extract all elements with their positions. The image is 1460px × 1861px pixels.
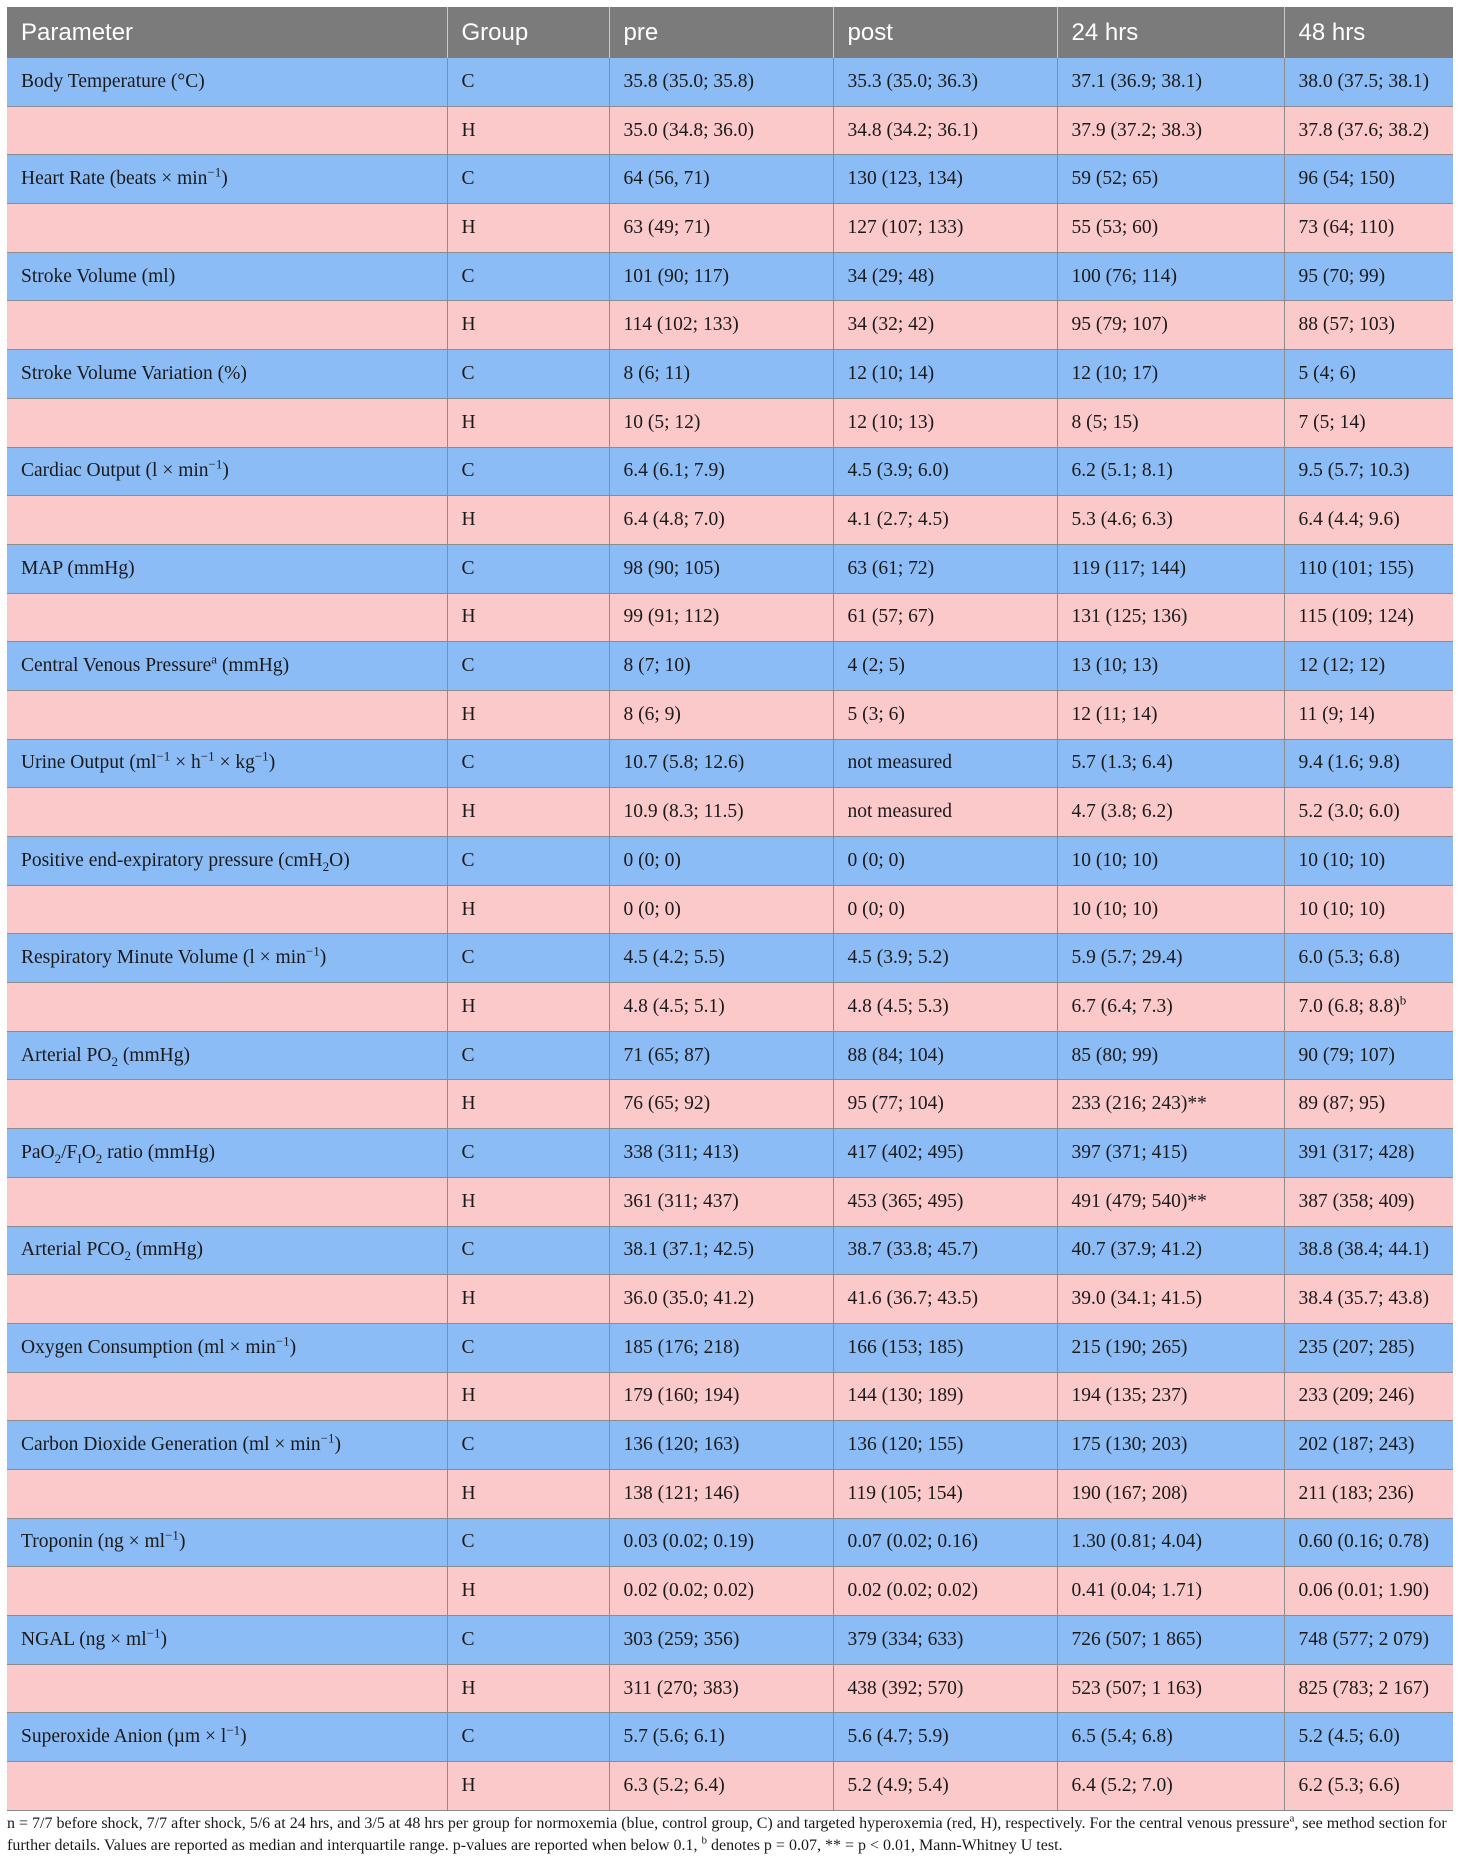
value-cell-24hrs: 5.9 (5.7; 29.4) [1057, 934, 1284, 983]
value-cell-post: 130 (123, 134) [833, 155, 1057, 204]
value-cell-24hrs: 491 (479; 540)** [1057, 1177, 1284, 1226]
value-cell-pre: 6.4 (4.8; 7.0) [609, 496, 833, 545]
parameter-cell [7, 1469, 447, 1518]
value-cell-24hrs: 85 (80; 99) [1057, 1031, 1284, 1080]
value-cell-pre: 185 (176; 218) [609, 1323, 833, 1372]
parameter-cell: Central Venous Pressure$^a$ (mmHg) [7, 642, 447, 691]
value-cell-24hrs: 131 (125; 136) [1057, 593, 1284, 642]
value-cell-pre: 8 (7; 10) [609, 642, 833, 691]
value-cell-post: 119 (105; 154) [833, 1469, 1057, 1518]
value-cell-24hrs: 100 (76; 114) [1057, 252, 1284, 301]
group-cell: H [447, 496, 609, 545]
value-cell-24hrs: 726 (507; 1 865) [1057, 1616, 1284, 1665]
group-cell: H [447, 106, 609, 155]
value-cell-post: 5.2 (4.9; 5.4) [833, 1762, 1057, 1811]
value-cell-24hrs: 190 (167; 208) [1057, 1469, 1284, 1518]
table-row [7, 1421, 1453, 1470]
value-cell-48hrs: 9.5 (5.7; 10.3) [1284, 447, 1453, 496]
table-row [7, 1518, 1453, 1567]
parameter-cell: Body Temperature (°C) [7, 58, 447, 106]
parameter-cell [7, 593, 447, 642]
table-row [7, 1177, 1453, 1226]
group-cell: H [447, 690, 609, 739]
group-cell: H [447, 885, 609, 934]
value-cell-24hrs: 12 (10; 17) [1057, 350, 1284, 399]
parameter-cell: Arterial $PCO_2$ (mmHg) [7, 1226, 447, 1275]
parameter-cell: Positive end-expiratory pressure (cmH$_2$O) [7, 837, 447, 886]
table-row [7, 1713, 1453, 1762]
value-cell-24hrs: 194 (135; 237) [1057, 1372, 1284, 1421]
table-row [7, 544, 1453, 593]
parameter-cell: Stroke Volume Variation (%) [7, 350, 447, 399]
table-row [7, 1080, 1453, 1129]
value-cell-48hrs: 6.2 (5.3; 6.6) [1284, 1762, 1453, 1811]
value-cell-pre: 0.03 (0.02; 0.19) [609, 1518, 833, 1567]
value-cell-post: 0 (0; 0) [833, 837, 1057, 886]
group-cell: C [447, 1616, 609, 1665]
parameter-cell: Urine Output $(ml^{-1} \times h^{-1} \times kg^{-1})$ [7, 739, 447, 788]
group-cell: H [447, 398, 609, 447]
parameter-cell [7, 788, 447, 837]
value-cell-24hrs: 119 (117; 144) [1057, 544, 1284, 593]
value-cell-24hrs: 6.4 (5.2; 7.0) [1057, 1762, 1284, 1811]
value-cell-pre: 63 (49; 71) [609, 204, 833, 253]
group-cell: C [447, 1518, 609, 1567]
group-cell: H [447, 204, 609, 253]
value-cell-48hrs: 391 (317; 428) [1284, 1129, 1453, 1178]
value-cell-pre: 311 (270; 383) [609, 1664, 833, 1713]
table-row [7, 1129, 1453, 1178]
value-cell-pre: 114 (102; 133) [609, 301, 833, 350]
value-cell-24hrs: 1.30 (0.81; 4.04) [1057, 1518, 1284, 1567]
parameter-cell [7, 1275, 447, 1324]
parameter-cell [7, 1762, 447, 1811]
table-row [7, 58, 1453, 106]
parameter-cell: NGAL $(ng \times ml^{-1})$ [7, 1616, 447, 1665]
value-cell-post: 4 (2; 5) [833, 642, 1057, 691]
table-row [7, 496, 1453, 545]
value-cell-48hrs: 235 (207; 285) [1284, 1323, 1453, 1372]
table-row [7, 642, 1453, 691]
value-cell-24hrs: 4.7 (3.8; 6.2) [1057, 788, 1284, 837]
results-table-container [7, 7, 1453, 1811]
group-cell: C [447, 837, 609, 886]
value-cell-48hrs: 38.0 (37.5; 38.1) [1284, 58, 1453, 106]
value-cell-48hrs: 5.2 (3.0; 6.0) [1284, 788, 1453, 837]
value-cell-pre: 6.3 (5.2; 6.4) [609, 1762, 833, 1811]
value-cell-pre: 8 (6; 9) [609, 690, 833, 739]
value-cell-24hrs: 175 (130; 203) [1057, 1421, 1284, 1470]
value-cell-pre: 64 (56, 71) [609, 155, 833, 204]
value-cell-post: 136 (120; 155) [833, 1421, 1057, 1470]
value-cell-post: 4.8 (4.5; 5.3) [833, 983, 1057, 1032]
value-cell-48hrs: 37.8 (37.6; 38.2) [1284, 106, 1453, 155]
table-row [7, 1031, 1453, 1080]
table-row [7, 1226, 1453, 1275]
value-cell-24hrs: 6.7 (6.4; 7.3) [1057, 983, 1284, 1032]
parameter-cell [7, 690, 447, 739]
table-row [7, 1616, 1453, 1665]
value-cell-24hrs: 0.41 (0.04; 1.71) [1057, 1567, 1284, 1616]
value-cell-pre: 0.02 (0.02; 0.02) [609, 1567, 833, 1616]
value-cell-24hrs: 13 (10; 13) [1057, 642, 1284, 691]
header-24hrs: 24 hrs [1057, 7, 1284, 58]
group-cell: H [447, 1664, 609, 1713]
value-cell-pre: 71 (65; 87) [609, 1031, 833, 1080]
group-cell: H [447, 1469, 609, 1518]
value-cell-24hrs: 5.7 (1.3; 6.4) [1057, 739, 1284, 788]
value-cell-post: 88 (84; 104) [833, 1031, 1057, 1080]
value-cell-48hrs: 38.8 (38.4; 44.1) [1284, 1226, 1453, 1275]
value-cell-pre: 303 (259; 356) [609, 1616, 833, 1665]
value-cell-48hrs: 12 (12; 12) [1284, 642, 1453, 691]
value-cell-24hrs: 233 (216; 243)** [1057, 1080, 1284, 1129]
value-cell-24hrs: 6.5 (5.4; 6.8) [1057, 1713, 1284, 1762]
value-cell-post: 453 (365; 495) [833, 1177, 1057, 1226]
value-cell-post: 127 (107; 133) [833, 204, 1057, 253]
results-table [7, 7, 1453, 1811]
group-cell: C [447, 1226, 609, 1275]
table-row [7, 837, 1453, 886]
value-cell-post: 5 (3; 6) [833, 690, 1057, 739]
table-footnote: n = 7/7 before shock, 7/7 after shock, 5/6 at 24 hrs, and 3/5 at 48 hrs per group for normoxemia (blue, control group, C) and targeted hyperoxemia (red, H), respectively. For the central venous pressure$^a$, see method section for further details. Values are reported as median and interquartile range. p-values are reported when below 0.1, $^b$ denotes p = 0.07, ** = p < 0.01, Mann-Whitney U test. [7, 1812, 1447, 1854]
value-cell-48hrs: 6.4 (4.4; 9.6) [1284, 496, 1453, 545]
group-cell: C [447, 544, 609, 593]
value-cell-pre: 35.0 (34.8; 36.0) [609, 106, 833, 155]
value-cell-pre: 38.1 (37.1; 42.5) [609, 1226, 833, 1275]
group-cell: C [447, 252, 609, 301]
group-cell: C [447, 1713, 609, 1762]
parameter-cell [7, 983, 447, 1032]
value-cell-pre: 8 (6; 11) [609, 350, 833, 399]
parameter-cell [7, 1080, 447, 1129]
table-row [7, 398, 1453, 447]
table-row [7, 1275, 1453, 1324]
value-cell-48hrs: 96 (54; 150) [1284, 155, 1453, 204]
header-parameter: Parameter [7, 7, 447, 58]
value-cell-post: 41.6 (36.7; 43.5) [833, 1275, 1057, 1324]
value-cell-48hrs: 748 (577; 2 079) [1284, 1616, 1453, 1665]
group-cell: C [447, 934, 609, 983]
group-cell: C [447, 739, 609, 788]
value-cell-48hrs: 10 (10; 10) [1284, 885, 1453, 934]
parameter-cell: Cardiac Output $(l \times \min^{-1})$ [7, 447, 447, 496]
value-cell-24hrs: 40.7 (37.9; 41.2) [1057, 1226, 1284, 1275]
value-cell-post: 35.3 (35.0; 36.3) [833, 58, 1057, 106]
parameter-cell [7, 1567, 447, 1616]
value-cell-pre: 98 (90; 105) [609, 544, 833, 593]
parameter-cell: Troponin $(ng \times ml^{-1})$ [7, 1518, 447, 1567]
value-cell-post: 0.02 (0.02; 0.02) [833, 1567, 1057, 1616]
table-row [7, 1567, 1453, 1616]
header-group: Group [447, 7, 609, 58]
value-cell-post: 34 (29; 48) [833, 252, 1057, 301]
parameter-cell: MAP (mmHg) [7, 544, 447, 593]
parameter-cell: Stroke Volume (ml) [7, 252, 447, 301]
value-cell-48hrs: 73 (64; 110) [1284, 204, 1453, 253]
parameter-cell [7, 1177, 447, 1226]
value-cell-48hrs: 211 (183; 236) [1284, 1469, 1453, 1518]
value-cell-48hrs: 387 (358; 409) [1284, 1177, 1453, 1226]
value-cell-24hrs: 6.2 (5.1; 8.1) [1057, 447, 1284, 496]
value-cell-24hrs: 95 (79; 107) [1057, 301, 1284, 350]
table-row [7, 788, 1453, 837]
parameter-cell [7, 1372, 447, 1421]
value-cell-post: 0 (0; 0) [833, 885, 1057, 934]
value-cell-24hrs: 39.0 (34.1; 41.5) [1057, 1275, 1284, 1324]
table-row [7, 983, 1453, 1032]
group-cell: H [447, 1567, 609, 1616]
value-cell-post: 144 (130; 189) [833, 1372, 1057, 1421]
group-cell: H [447, 1177, 609, 1226]
value-cell-48hrs: 95 (70; 99) [1284, 252, 1453, 301]
value-cell-48hrs: 6.0 (5.3; 6.8) [1284, 934, 1453, 983]
parameter-cell: Respiratory Minute Volume $(l \times \min^{-1})$ [7, 934, 447, 983]
value-cell-pre: 35.8 (35.0; 35.8) [609, 58, 833, 106]
value-cell-24hrs: 37.1 (36.9; 38.1) [1057, 58, 1284, 106]
value-cell-48hrs: 202 (187; 243) [1284, 1421, 1453, 1470]
parameter-cell: Arterial $PO_2$ (mmHg) [7, 1031, 447, 1080]
parameter-cell [7, 1664, 447, 1713]
value-cell-pre: 10.7 (5.8; 12.6) [609, 739, 833, 788]
table-row [7, 739, 1453, 788]
group-cell: C [447, 1031, 609, 1080]
group-cell: C [447, 58, 609, 106]
value-cell-48hrs: 115 (109; 124) [1284, 593, 1453, 642]
value-cell-pre: 10 (5; 12) [609, 398, 833, 447]
value-cell-24hrs: 55 (53; 60) [1057, 204, 1284, 253]
value-cell-pre: 10.9 (8.3; 11.5) [609, 788, 833, 837]
table-row [7, 1323, 1453, 1372]
parameter-cell [7, 496, 447, 545]
value-cell-post: 438 (392; 570) [833, 1664, 1057, 1713]
value-cell-pre: 99 (91; 112) [609, 593, 833, 642]
value-cell-24hrs: 215 (190; 265) [1057, 1323, 1284, 1372]
value-cell-48hrs: 88 (57; 103) [1284, 301, 1453, 350]
table-row [7, 1762, 1453, 1811]
group-cell: C [447, 1323, 609, 1372]
value-cell-pre: 4.5 (4.2; 5.5) [609, 934, 833, 983]
table-row [7, 252, 1453, 301]
group-cell: C [447, 642, 609, 691]
value-cell-post: 63 (61; 72) [833, 544, 1057, 593]
parameter-cell [7, 398, 447, 447]
value-cell-post: 5.6 (4.7; 5.9) [833, 1713, 1057, 1762]
group-cell: H [447, 1372, 609, 1421]
group-cell: C [447, 1421, 609, 1470]
value-cell-24hrs: 5.3 (4.6; 6.3) [1057, 496, 1284, 545]
table-row [7, 204, 1453, 253]
value-cell-post: 4.1 (2.7; 4.5) [833, 496, 1057, 545]
value-cell-post: 38.7 (33.8; 45.7) [833, 1226, 1057, 1275]
value-cell-pre: 138 (121; 146) [609, 1469, 833, 1518]
value-cell-post: 34.8 (34.2; 36.1) [833, 106, 1057, 155]
parameter-cell: Oxygen Consumption $(ml \times \min^{-1})$ [7, 1323, 447, 1372]
header-pre: pre [609, 7, 833, 58]
value-cell-pre: 338 (311; 413) [609, 1129, 833, 1178]
parameter-cell [7, 885, 447, 934]
table-row [7, 155, 1453, 204]
value-cell-24hrs: 12 (11; 14) [1057, 690, 1284, 739]
value-cell-post: not measured [833, 739, 1057, 788]
group-cell: H [447, 301, 609, 350]
header-row [7, 7, 1453, 58]
value-cell-post: 379 (334; 633) [833, 1616, 1057, 1665]
table-row [7, 593, 1453, 642]
group-cell: H [447, 1080, 609, 1129]
value-cell-pre: 179 (160; 194) [609, 1372, 833, 1421]
value-cell-48hrs: 233 (209; 246) [1284, 1372, 1453, 1421]
value-cell-pre: 101 (90; 117) [609, 252, 833, 301]
value-cell-pre: 0 (0; 0) [609, 885, 833, 934]
value-cell-post: 417 (402; 495) [833, 1129, 1057, 1178]
value-cell-48hrs: 110 (101; 155) [1284, 544, 1453, 593]
value-cell-pre: 4.8 (4.5; 5.1) [609, 983, 833, 1032]
value-cell-pre: 36.0 (35.0; 41.2) [609, 1275, 833, 1324]
parameter-cell: Superoxide Anion $(\mu m \times l^{-1})$ [7, 1713, 447, 1762]
value-cell-24hrs: 397 (371; 415) [1057, 1129, 1284, 1178]
table-row [7, 690, 1453, 739]
parameter-cell: $PaO_2/F_IO_2$ ratio (mmHg) [7, 1129, 447, 1178]
group-cell: H [447, 788, 609, 837]
group-cell: C [447, 155, 609, 204]
value-cell-48hrs: 38.4 (35.7; 43.8) [1284, 1275, 1453, 1324]
value-cell-pre: 6.4 (6.1; 7.9) [609, 447, 833, 496]
table-row [7, 447, 1453, 496]
value-cell-24hrs: 523 (507; 1 163) [1057, 1664, 1284, 1713]
value-cell-24hrs: 37.9 (37.2; 38.3) [1057, 106, 1284, 155]
value-cell-post: 61 (57; 67) [833, 593, 1057, 642]
table-row [7, 106, 1453, 155]
value-cell-post: 166 (153; 185) [833, 1323, 1057, 1372]
value-cell-48hrs: 89 (87; 95) [1284, 1080, 1453, 1129]
value-cell-post: 4.5 (3.9; 6.0) [833, 447, 1057, 496]
value-cell-24hrs: 59 (52; 65) [1057, 155, 1284, 204]
table-row [7, 350, 1453, 399]
value-cell-48hrs: 11 (9; 14) [1284, 690, 1453, 739]
table-row [7, 885, 1453, 934]
value-cell-post: 12 (10; 14) [833, 350, 1057, 399]
value-cell-pre: 136 (120; 163) [609, 1421, 833, 1470]
value-cell-48hrs: 5 (4; 6) [1284, 350, 1453, 399]
value-cell-24hrs: 10 (10; 10) [1057, 837, 1284, 886]
parameter-cell: Carbon Dioxide Generation $(ml \times \min^{-1})$ [7, 1421, 447, 1470]
value-cell-post: 95 (77; 104) [833, 1080, 1057, 1129]
group-cell: C [447, 1129, 609, 1178]
value-cell-pre: 5.7 (5.6; 6.1) [609, 1713, 833, 1762]
table-row [7, 1469, 1453, 1518]
table-row [7, 1664, 1453, 1713]
group-cell: H [447, 593, 609, 642]
value-cell-48hrs: 7.0 (6.8; 8.8)$^b$ [1284, 983, 1453, 1032]
value-cell-post: 34 (32; 42) [833, 301, 1057, 350]
value-cell-48hrs: 10 (10; 10) [1284, 837, 1453, 886]
value-cell-pre: 0 (0; 0) [609, 837, 833, 886]
value-cell-post: not measured [833, 788, 1057, 837]
value-cell-post: 4.5 (3.9; 5.2) [833, 934, 1057, 983]
header-post: post [833, 7, 1057, 58]
value-cell-post: 0.07 (0.02; 0.16) [833, 1518, 1057, 1567]
value-cell-24hrs: 10 (10; 10) [1057, 885, 1284, 934]
parameter-cell [7, 106, 447, 155]
value-cell-48hrs: 0.60 (0.16; 0.78) [1284, 1518, 1453, 1567]
value-cell-48hrs: 825 (783; 2 167) [1284, 1664, 1453, 1713]
group-cell: H [447, 1275, 609, 1324]
parameter-cell [7, 301, 447, 350]
table-row [7, 1372, 1453, 1421]
group-cell: H [447, 983, 609, 1032]
value-cell-48hrs: 5.2 (4.5; 6.0) [1284, 1713, 1453, 1762]
value-cell-post: 12 (10; 13) [833, 398, 1057, 447]
value-cell-48hrs: 9.4 (1.6; 9.8) [1284, 739, 1453, 788]
header-48hrs: 48 hrs [1284, 7, 1453, 58]
group-cell: C [447, 350, 609, 399]
parameter-cell [7, 204, 447, 253]
table-row [7, 301, 1453, 350]
value-cell-48hrs: 90 (79; 107) [1284, 1031, 1453, 1080]
value-cell-24hrs: 8 (5; 15) [1057, 398, 1284, 447]
value-cell-48hrs: 7 (5; 14) [1284, 398, 1453, 447]
parameter-cell: Heart Rate (beats × $\min^{-1}$) [7, 155, 447, 204]
value-cell-pre: 361 (311; 437) [609, 1177, 833, 1226]
value-cell-48hrs: 0.06 (0.01; 1.90) [1284, 1567, 1453, 1616]
group-cell: C [447, 447, 609, 496]
table-row [7, 934, 1453, 983]
group-cell: H [447, 1762, 609, 1811]
value-cell-pre: 76 (65; 92) [609, 1080, 833, 1129]
